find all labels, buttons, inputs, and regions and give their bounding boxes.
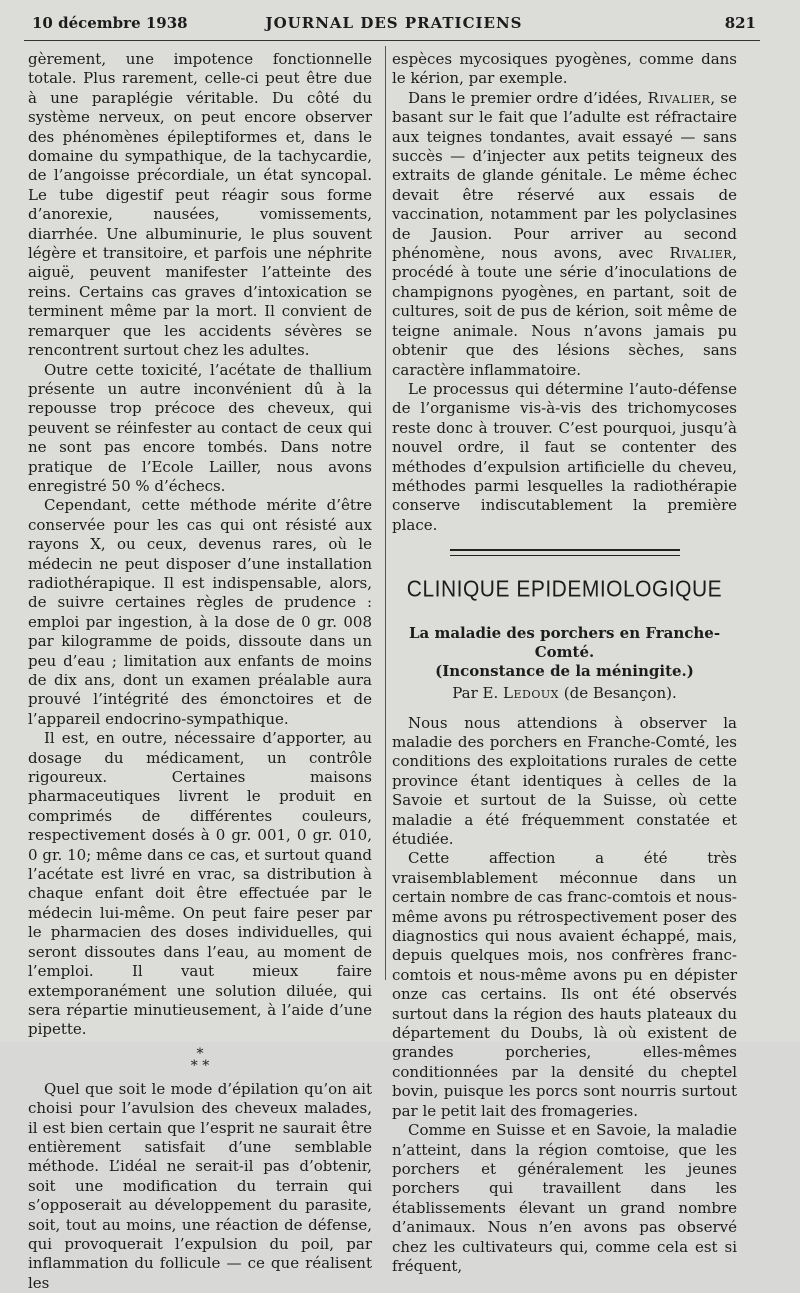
column-divider [385,46,386,980]
article-title-line-1: La maladie des porchers en Franche-Comté. [408,624,721,662]
paragraph: Comme en Suisse et en Savoie, la maladie n’atteint, dans la région comtoise, que les porchers et généralement les jeunes porchers qui travaillent dans les établissements élevant un grand nombre d’animaux. Nous n’en avons pas observé chez les cultivateurs qui, comme cela est si fréquent, [392,1121,737,1275]
paragraph: Le processus qui détermine l’auto-défense de l’organisme vis-à-vis des trichomycoses reste donc à trouver. C’est pourquoi, jusqu’à nouvel ordre, il faut se contenter des méthodes d’expulsion artificielle du cheveu, méthodes parmi lesquelles la radiothérapie conserve indiscutablement la première place. [392,379,737,534]
byline [392,684,737,703]
paragraph: Nous nous attendions à observer la maladie des porchers en Franche-Comté, les conditions des exploitations rurales de cette province étant identiques à celles de la Savoie et surtout de la Suisse, où cette maladie a été fréquemment constatée et étudiée. [392,713,737,848]
section-title: CLINIQUE EPIDEMIOLOGIQUE [406,576,723,603]
article-title-line-2: (Inconstance de la méningite.) [435,662,694,681]
text-run: Dans le premier ordre d’idées, [408,88,648,107]
paragraph [392,89,737,380]
asterism-bottom: * * [190,1057,210,1074]
paragraph: Il est, en outre, nécessaire d’apporter, au dosage du médicament, un contrôle rigoureux. Certaines maisons pharmaceutiques livrent le produit en comprimés de différentes couleurs, respectivement dosés à 0 gr. 001, 0 gr. 010, 0 gr. 10; même dans ce cas, et surtout quand l’acétate est livré en vrac, sa distribution à chaque enfant doit être effectuée par le médecin lui-même. On peut faire peser par le pharmacien des doses individuelles, qui seront dissoutes dans l’eau, au moment de l’emploi. Il vaut mieux faire extemporanément une solution diluée, qui sera répartie minutieusement, à l’aide d’une pipette. [28,729,372,1039]
author-name: Rivalier [647,88,711,107]
page-header [32,14,756,36]
text-run: , procédé à toute une série d’inoculations de champignons pyogènes, en partant, soit de cultures, soit de pus de kérion, soit même de teigne animale. Nous n’avons jamais pu obtenir que des lésions sèches, sans caractère inflammatoire. [392,244,737,379]
byline-prefix: Par E. [452,684,504,703]
page-number: 821 [724,14,756,32]
journal-title: JOURNAL DES PRATICIENS [265,14,523,32]
header-rule [24,40,760,41]
asterism-top: * [196,1045,204,1062]
section-break-asterism [28,1045,372,1074]
header-date: 10 décembre 1938 [32,14,188,32]
byline-author: Ledoux [503,684,559,703]
left-column [28,50,372,1293]
byline-suffix: (de Besançon). [558,684,677,703]
double-rule [450,549,680,556]
text-run: , se basant sur le fait que l’adulte est réfractaire aux teignes tondantes, avait essayé — sans succès — d’injecter aux petits teigneux des extraits de glande génitale. Le même échec devait être réservé aux essais de vaccination, notamment par les polyclasines de Jausion. Pour arriver au second phénomène, nous avons, avec [392,88,737,263]
paragraph: espèces mycosiques pyogènes, comme dans le kérion, par exemple. [392,50,737,88]
paragraph: Outre cette toxicité, l’acétate de thallium présente un autre inconvénient dû à la repousse trop précoce des cheveux, qui peuvent se réinfester au contact de ceux qui ne sont pas encore tombés. Dans notre pratique de l’Ecole Lailler, nous avons enregistré 50 % d’échecs. [28,360,372,495]
author-name: Rivalier [669,244,733,263]
right-column [392,50,737,1276]
paragraph: Cependant, cette méthode mérite d’être conservée pour les cas qui ont résisté aux rayons X, ou ceux, devenus rares, où le médecin ne peut disposer d’une installation radiothérapique. Il est indispensable, alors, de suivre certaines règles de prudence : emploi par ingestion, à la dose de 0 gr. 008 par kilogramme de poids, dissoute dans un peu d’eau ; limitation aux enfants de moins de dix ans, dont un examen préalable aura prouvé l’intégrité des émonctoires et de l’appareil endocrino-sympathique. [28,496,372,728]
paragraph: Quel que soit le mode d’épilation qu’on ait choisi pour l’avulsion des cheveux malades, il est bien certain que l’esprit ne saurait être entièrement satisfait d’une semblable méthode. L’idéal ne serait-il pas d’obtenir, soit une modification du terrain qui s’opposerait au développement du parasite, soit, tout au moins, une réaction de défense, qui provoquerait l’expulsion du poil, par inflammation du follicule — ce que réalisent les [28,1079,372,1292]
paragraph: gèrement, une impotence fonctionnelle totale. Plus rarement, celle-ci peut être due à une paraplégie véritable. Du côté du système nerveux, on peut encore observer des phénomènes épileptiformes et, dans le domaine du sympathique, de la tachycardie, de l’angoisse précordiale, un état syncopal. Le tube digestif peut réagir sous forme d’anorexie, nausées, vomissements, diarrhée. Une albuminurie, le plus souvent légère et transitoire, et parfois une néphrite aiguë, peuvent manifester l’atteinte des reins. Certains cas graves d’intoxication se terminent même par la mort. Il convient de remarquer que les accidents sévères se rencontrent surtout chez les adultes. [28,50,372,360]
paragraph: Cette affection a été très vraisemblablement méconnue dans un certain nombre de cas franc-comtois et nous-même avons pu rétrospectivement poser des diagnostics qui nous avaient échappé, mais, depuis quelques mois, nos confrères franc-comtois et nous-même avons pu en dépister onze cas certains. Ils ont été observés surtout dans la région des hauts plateaux du département du Doubs, là où existent de grandes porcheries, elles-mêmes conditionnées par la densité du cheptel bovin, puisque les porcs sont nourris surtout par le petit lait des fromageries. [392,849,737,1120]
